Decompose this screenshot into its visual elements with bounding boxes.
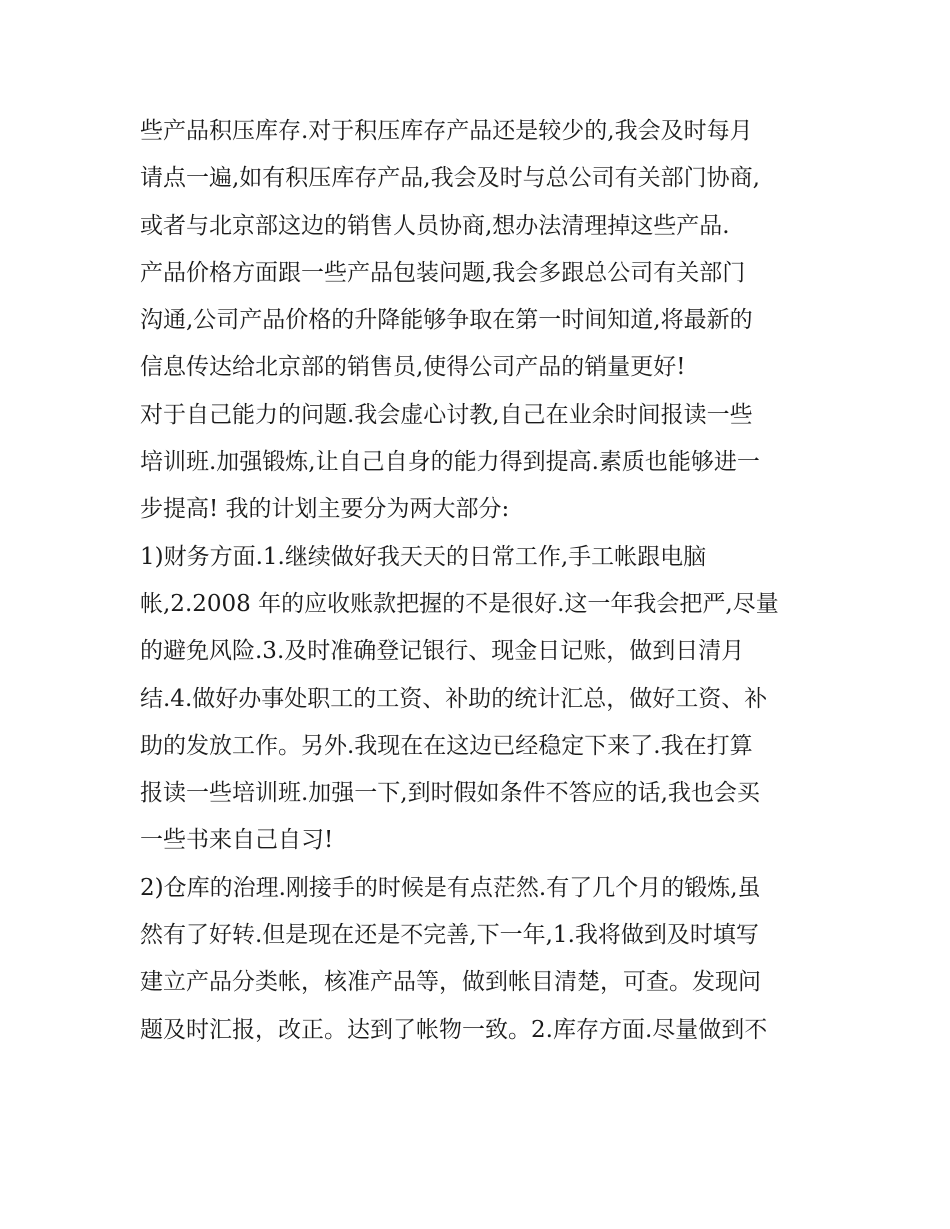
text-line: 2)仓库的治理.刚接手的时候是有点茫然.有了几个月的锻炼,虽 (140, 874, 761, 901)
text-line: 对于自己能力的问题.我会虚心讨教,自己在业余时间报读一些 (140, 401, 753, 428)
body-text (140, 108, 830, 1054)
text-line: 请点一遍,如有积压库存产品,我会及时与总公司有关部门协商, (140, 165, 760, 192)
text-line: 或者与北京部这边的销售人员协商,想办法清理掉这些产品. (140, 212, 730, 239)
text-line: 报读一些培训班.加强一下,到时假如条件不答应的话,我也会买 (140, 780, 760, 807)
text-line: 然有了好转.但是现在还是不完善,下一年,1.我将做到及时填写 (140, 922, 759, 949)
text-line: 的避免风险.3.及时准确登记银行、现金日记账，做到日清月 (140, 638, 745, 665)
text-line: 培训班.加强锻炼,让自己自身的能力得到提高.素质也能够进一 (140, 449, 760, 476)
text-line: 些产品积压库存.对于积压库存产品还是较少的,我会及时每月 (140, 118, 753, 144)
text-line: 步提高! 我的计划主要分为两大部分: (140, 496, 510, 523)
text-line: 帐,2.2008 年的应收账款把握的不是很好.这一年我会把严,尽量 (140, 590, 779, 617)
text-line: 信息传达给北京部的销售员,使得公司产品的销量更好! (140, 354, 686, 381)
text-line: 1)财务方面.1.继续做好我天天的日常工作,手工帐跟电脑 (140, 543, 707, 570)
text-line: 产品价格方面跟一些产品包装问题,我会多跟总公司有关部门 (140, 259, 746, 286)
text-line: 一些书来自己自习! (140, 827, 334, 854)
text-line: 结.4.做好办事处职工的工资、补助的统计汇总，做好工资、补 (140, 685, 768, 712)
text-line: 建立产品分类帐，核准产品等，做到帐目清楚，可查。发现问 (140, 969, 761, 996)
text-line: 题及时汇报，改正。达到了帐物一致。2.库存方面.尽量做到不 (140, 1016, 768, 1043)
text-line: 助的发放工作。另外.我现在在这边已经稳定下来了.我在打算 (140, 732, 753, 759)
text-line: 沟通,公司产品价格的升降能够争取在第一时间知道,将最新的 (140, 307, 753, 334)
